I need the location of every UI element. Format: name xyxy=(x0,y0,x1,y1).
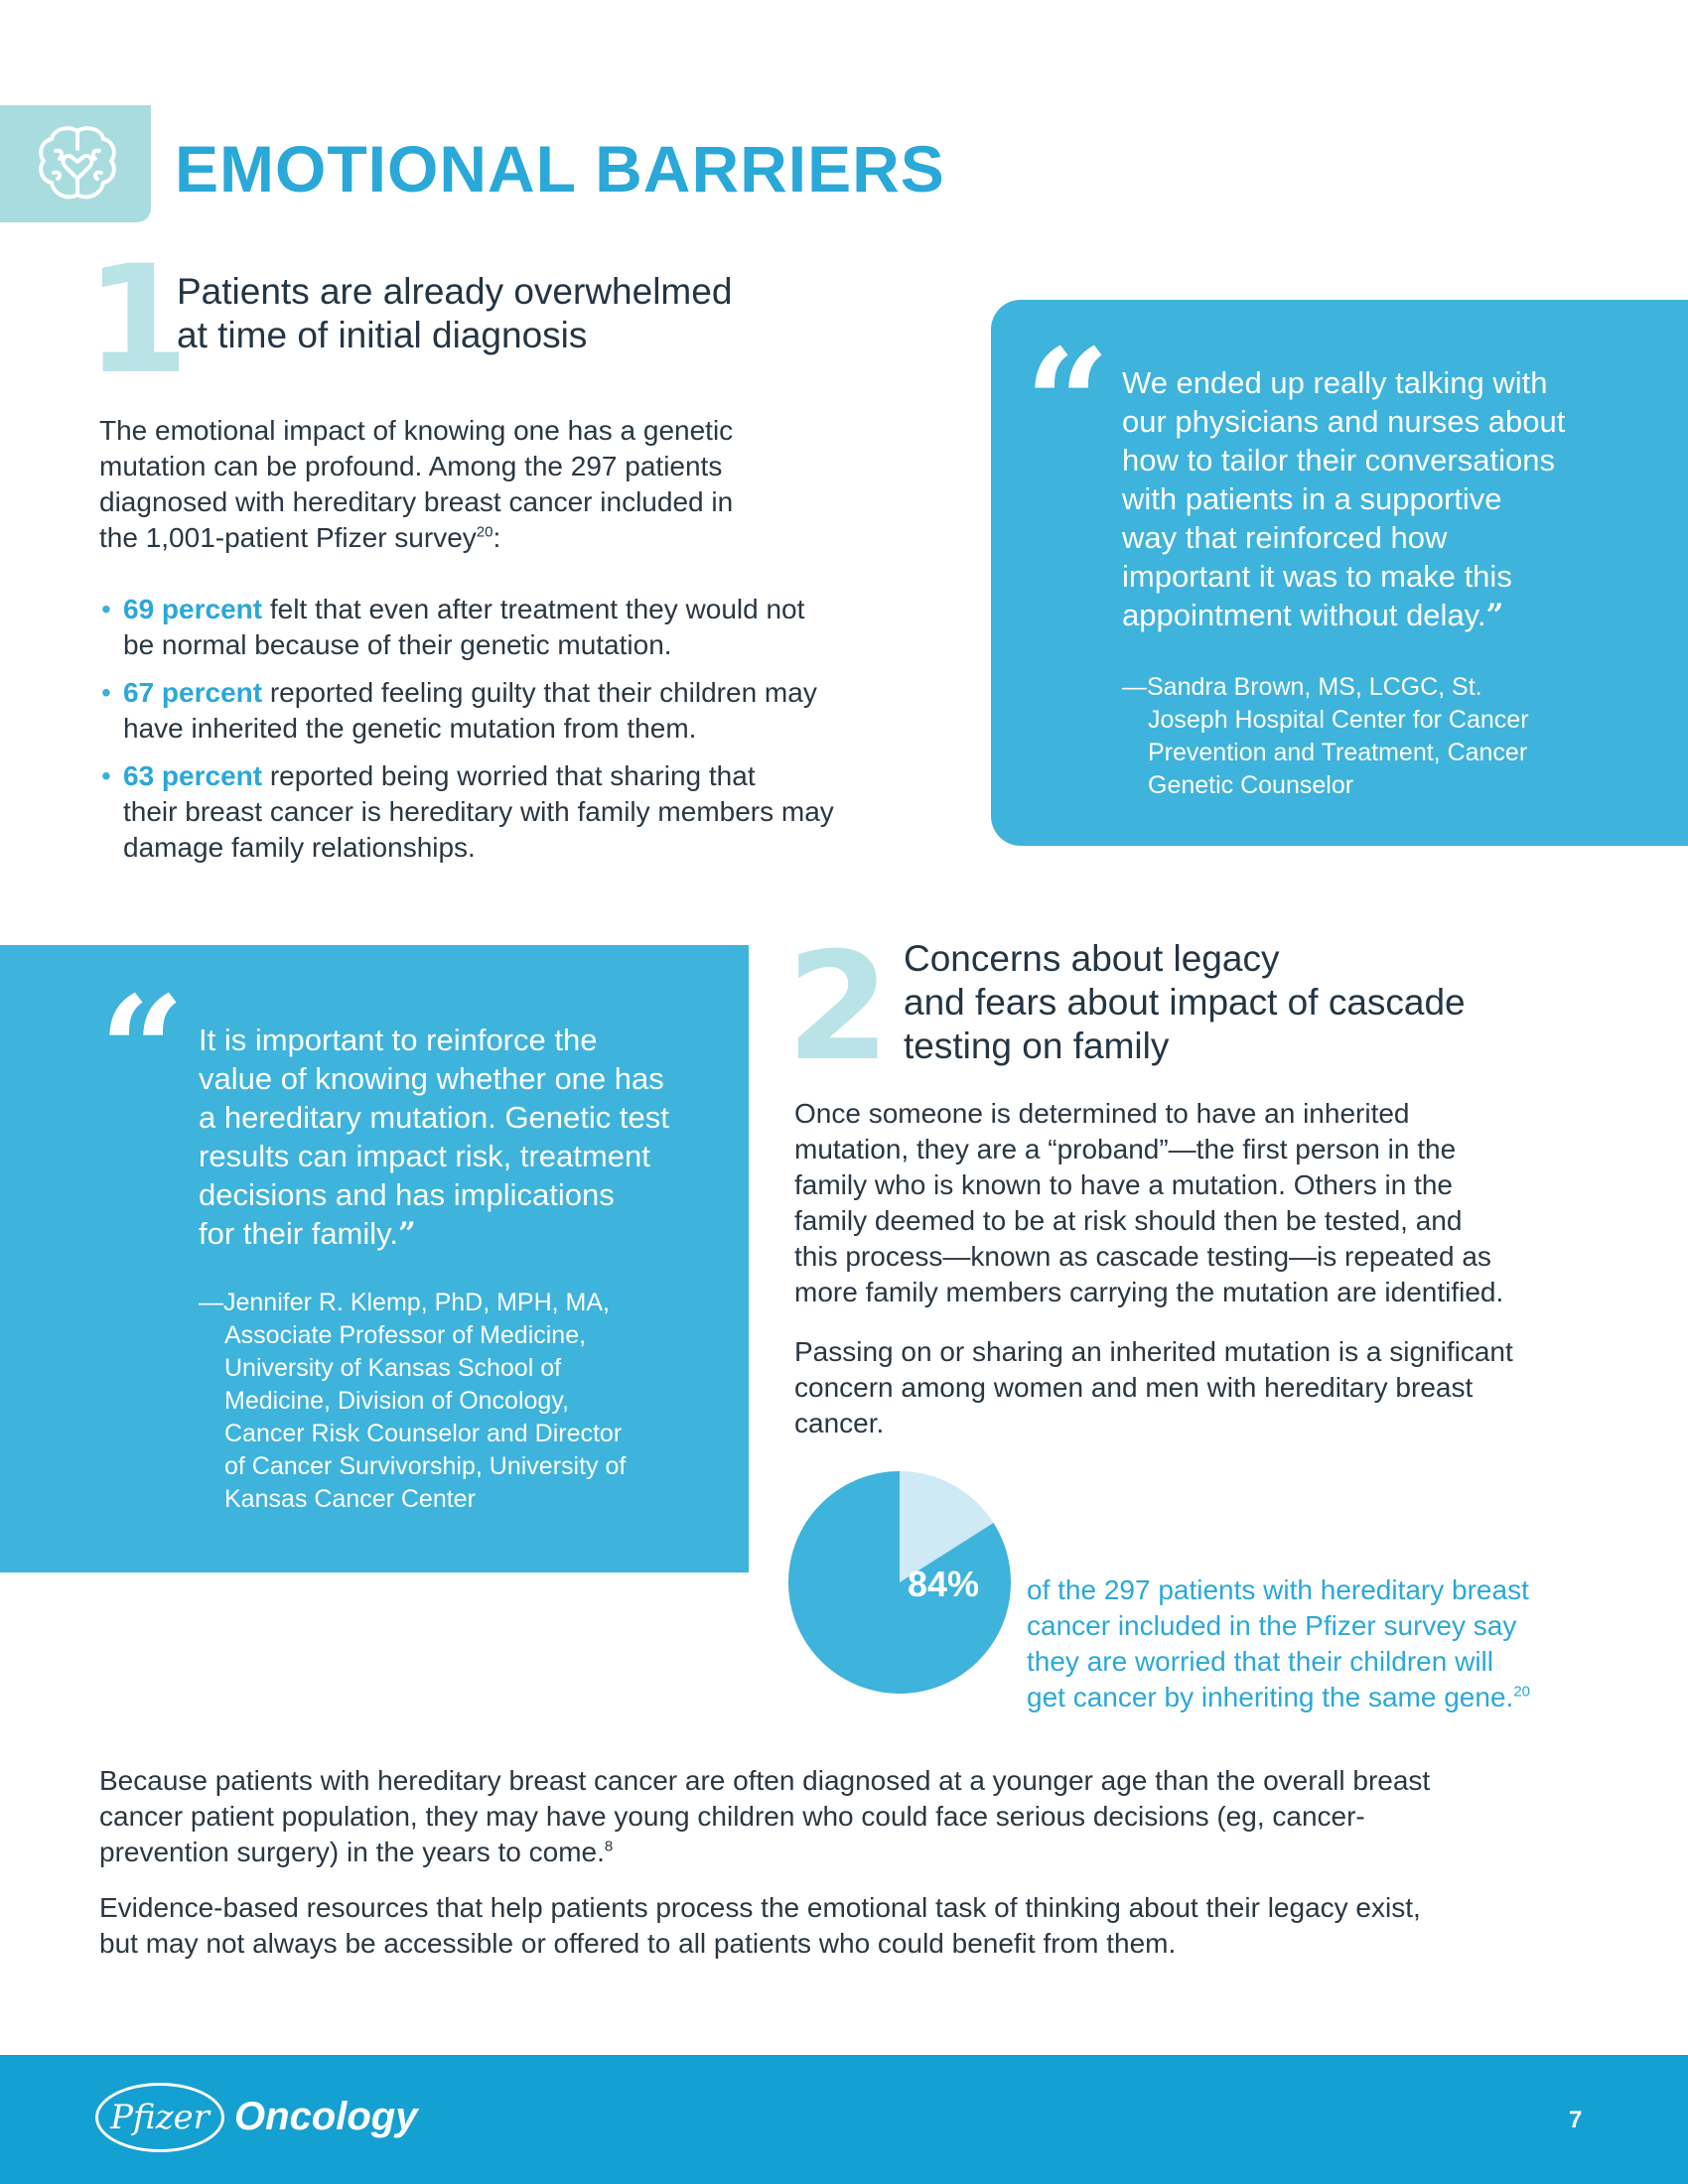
paragraph-line: mutation, they are a “proband”—the first person in the xyxy=(794,1134,1457,1164)
paragraph-line: Passing on or sharing an inherited mutation is a significant xyxy=(794,1336,1513,1367)
bullet-dot: • xyxy=(101,760,111,791)
close-quote-mark: ” xyxy=(1485,598,1504,633)
quote-line: way that reinforced how xyxy=(1122,520,1448,555)
quote-line: our physicians and nurses about xyxy=(1122,404,1566,439)
quote-line: for their family. xyxy=(199,1216,398,1251)
quote-line: appointment without delay. xyxy=(1122,598,1486,632)
attribution-line: —Sandra Brown, MS, LCGC, St. xyxy=(1122,673,1482,701)
footnote-ref: 20 xyxy=(1513,1683,1530,1701)
pfizer-logo: Pfizer xyxy=(95,2083,224,2152)
quote-attribution xyxy=(1122,671,1668,802)
open-quote-mark: “ xyxy=(1025,317,1111,491)
intro-line: The emotional impact of knowing one has a genetic xyxy=(99,415,734,446)
bullet-text: reported being worried that sharing that xyxy=(262,760,756,791)
quote-line: results can impact risk, treatment xyxy=(199,1139,650,1173)
caption-line: of the 297 patients with hereditary breast xyxy=(1027,1574,1529,1605)
bullet-dot: • xyxy=(101,594,111,624)
paragraph-line: family who is known to have a mutation. Others in the xyxy=(794,1169,1453,1200)
brain-heart-icon xyxy=(32,119,123,210)
attribution-line: Associate Professor of Medicine, xyxy=(224,1321,587,1349)
intro-line: the 1,001-patient Pfizer survey xyxy=(99,522,477,553)
bullet-text: reported feeling guilty that their children may xyxy=(262,677,817,708)
quote-line: important it was to make this xyxy=(1122,559,1512,594)
caption-line: get cancer by inheriting the same gene. xyxy=(1027,1682,1514,1712)
section-2-paragraph-2 xyxy=(794,1334,1648,1441)
pie-percent-label: 84% xyxy=(908,1564,980,1604)
quote-line: It is important to reinforce the xyxy=(199,1023,598,1057)
footnote-ref: 20 xyxy=(476,523,493,541)
bullet-text: be normal because of their genetic mutation. xyxy=(123,629,672,660)
quote-text xyxy=(199,1021,735,1254)
quote-text xyxy=(1122,363,1668,635)
page-footer xyxy=(0,2055,1688,2184)
section-number-2: 2 xyxy=(786,921,891,1094)
quote-line: value of knowing whether one has xyxy=(199,1061,664,1096)
quote-line: with patients in a supportive xyxy=(1122,481,1502,516)
section-2-heading xyxy=(904,937,1466,1068)
paragraph-line: Because patients with hereditary breast cancer are often diagnosed at a younger age than the overall breast xyxy=(99,1765,1431,1796)
list-item xyxy=(99,675,914,747)
bullet-text: felt that even after treatment they would not xyxy=(262,594,805,624)
attribution-line: Joseph Hospital Center for Cancer xyxy=(1148,706,1529,734)
caption-line: they are worried that their children will xyxy=(1027,1646,1493,1677)
paragraph-line: Evidence-based resources that help patients process the emotional task of thinking about their legacy exist, xyxy=(99,1892,1421,1923)
page-number: 7 xyxy=(1569,2107,1583,2133)
quote-box-jennifer-klemp xyxy=(0,945,749,1572)
paragraph-line: but may not always be accessible or offered to all patients who could benefit from them. xyxy=(99,1928,1177,1959)
quote-attribution xyxy=(199,1287,735,1516)
worry-pie-chart xyxy=(784,1467,1015,1698)
pie-stat-caption xyxy=(1027,1572,1662,1715)
attribution-line: Genetic Counselor xyxy=(1148,771,1354,799)
bullet-dot: • xyxy=(101,677,111,708)
bullet-text: their breast cancer is hereditary with family members may xyxy=(123,796,834,827)
bottom-paragraph-2 xyxy=(99,1890,1609,1962)
attribution-line: Prevention and Treatment, Cancer xyxy=(1148,739,1528,766)
attribution-line: University of Kansas School of xyxy=(224,1354,562,1382)
quote-box-sandra-brown xyxy=(991,300,1688,846)
footnote-ref: 8 xyxy=(604,1838,614,1855)
quote-line: decisions and has implications xyxy=(199,1177,615,1212)
attribution-line: Kansas Cancer Center xyxy=(224,1485,476,1513)
quote-line: We ended up really talking with xyxy=(1122,365,1548,400)
section-1-intro xyxy=(99,413,834,556)
section-1-heading xyxy=(177,270,732,357)
page-title: EMOTIONAL BARRIERS xyxy=(175,132,945,205)
attribution-line: of Cancer Survivorship, University of xyxy=(224,1452,627,1480)
heading-line: Patients are already overwhelmed xyxy=(177,271,733,312)
stat-percent: 67 percent xyxy=(123,677,263,708)
paragraph-line: cancer patient population, they may have young children who could face serious decisions (eg, cancer- xyxy=(99,1801,1365,1832)
heading-line: and fears about impact of cascade xyxy=(904,982,1466,1023)
attribution-line: —Jennifer R. Klemp, PhD, MPH, MA, xyxy=(199,1289,611,1316)
paragraph-line: family deemed to be at risk should then be tested, and xyxy=(794,1205,1463,1236)
paragraph-line: concern among women and men with hereditary breast xyxy=(794,1372,1474,1403)
bullet-text: damage family relationships. xyxy=(123,832,476,863)
caption-line: cancer included in the Pfizer survey say xyxy=(1027,1610,1517,1641)
attribution-line: Medicine, Division of Oncology, xyxy=(224,1387,569,1415)
heading-line: testing on family xyxy=(904,1025,1170,1066)
paragraph-line: more family members carrying the mutation are identified. xyxy=(794,1277,1504,1307)
intro-tail: : xyxy=(492,522,501,553)
bullet-text: have inherited the genetic mutation from them. xyxy=(123,713,697,744)
list-item xyxy=(99,758,914,866)
stat-percent: 69 percent xyxy=(123,594,263,624)
statistics-list xyxy=(99,592,914,878)
heading-line: Concerns about legacy xyxy=(904,938,1280,979)
attribution-line: Cancer Risk Counselor and Director xyxy=(224,1420,623,1447)
stat-percent: 63 percent xyxy=(123,760,263,791)
list-item xyxy=(99,592,914,663)
heading-line: at time of initial diagnosis xyxy=(177,315,588,355)
intro-line: mutation can be profound. Among the 297 patients xyxy=(99,451,723,481)
quote-line: a hereditary mutation. Genetic test xyxy=(199,1100,669,1135)
open-quote-mark: “ xyxy=(99,964,186,1139)
paragraph-line: Once someone is determined to have an inherited xyxy=(794,1098,1410,1129)
paragraph-line: this process—known as cascade testing—is repeated as xyxy=(794,1241,1491,1272)
paragraph-line: cancer. xyxy=(794,1408,885,1438)
oncology-brand-text: Oncology xyxy=(234,2095,418,2138)
paragraph-line: prevention surgery) in the years to come. xyxy=(99,1837,605,1867)
close-quote-mark: ” xyxy=(397,1216,416,1252)
quote-line: how to tailor their conversations xyxy=(1122,443,1555,478)
header-icon-tab xyxy=(0,105,151,222)
bottom-paragraph-1 xyxy=(99,1763,1609,1870)
section-number-1: 1 xyxy=(85,234,190,407)
intro-line: diagnosed with hereditary breast cancer included in xyxy=(99,486,734,517)
section-2-paragraph-1 xyxy=(794,1096,1648,1310)
